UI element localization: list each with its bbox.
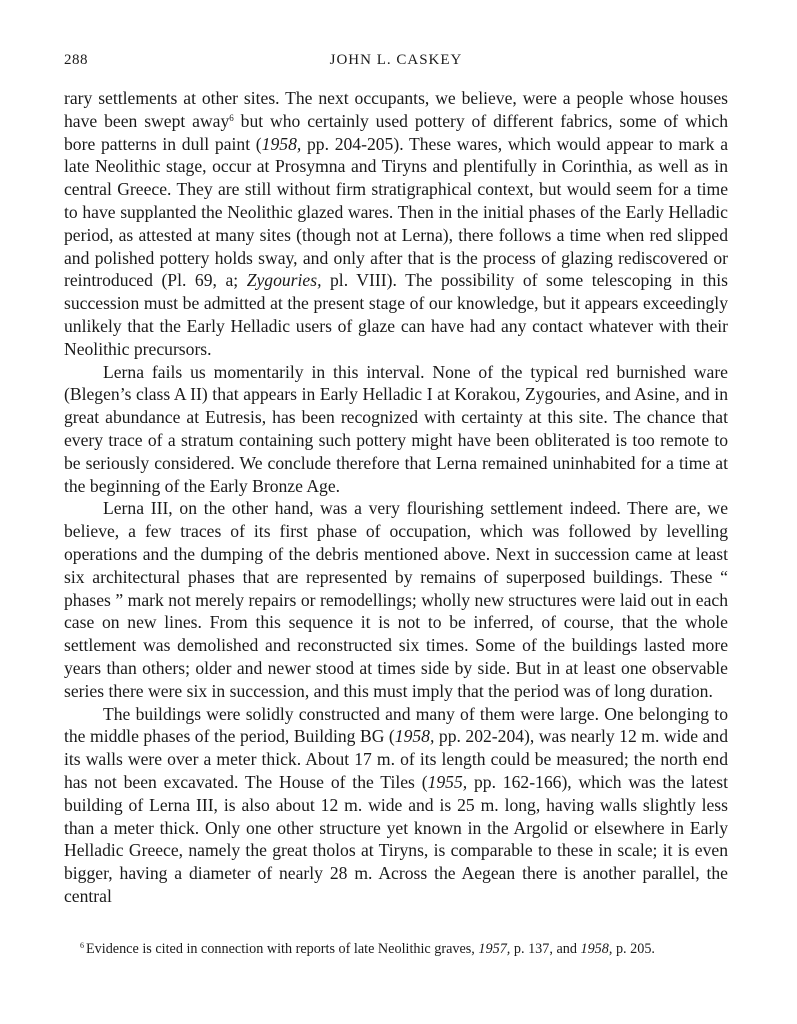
footnote: $^6$ Evidence is cited in connection with reports of late Neolithic graves, 1957, p. 137, and 1958, p. 205.: [80, 941, 655, 957]
paragraph-2: Lerna fails us momentarily in this interval. None of the typical red burnished ware (Blegen’s class A II) that appears in Early Helladic I at Korakou, Zygouries, and Asine, and in great abundance at Eutresis, has been recognized with certainty at this site. The chance that every trace of a stratum containing such pottery might have been obliterated is too remote to be seriously considered. We conclude therefore that Lerna remained uninhabited for a time at the beginning of the Early Bronze Age.: [64, 361, 728, 496]
page-number: 288: [64, 52, 88, 68]
paragraph-1: rary settlements at other sites. The next occupants, we believe, were a people whose houses have been swept away$^6$ but who certainly used pottery of different fabrics, some of which bore patterns in dull paint (1958, pp. 204-205). These wares, which would appear to mark a late Neolithic stage, occur at Prosymna and Tiryns and plentifully in Corinthia, as well as in central Greece. They are still without firm stratigraphical context, but would seem for a time to have supplanted the Neolithic glazed wares. Then in the initial phases of the Early Helladic period, as attested at many sites (though not at Lerna), there follows a time when red slipped and polished pottery holds sway, and only after that is the process of glazing rediscovered or reintroduced (Pl. 69, a; Zygouries, pl. VIII). The possibility of some telescoping in this succession must be admitted at the present stage of our knowledge, but it appears exceedingly unlikely that the Early Helladic users of glaze can have had any contact whatever with their Neolithic precursors.: [64, 88, 729, 359]
running-head: [64, 52, 728, 76]
page: [64, 52, 728, 908]
footnote-number: 6: [80, 941, 84, 950]
running-title: JOHN L. CASKEY: [329, 52, 463, 68]
body-text: [64, 87, 728, 908]
paragraph-4: The buildings were solidly constructed and many of them were large. One belonging to the middle phases of the period, Building BG (1958, pp. 202-204), was nearly 12 m. wide and its walls were over a meter thick. About 17 m. of its length could be measured; the north end has not been excavated. The House of the Tiles (1955, pp. 162-166), which was the latest building of Lerna III, is also about 12 m. wide and is 25 m. long, having walls slightly less than a meter thick. Only one other structure yet known in the Argolid or elsewhere in Early Helladic Greece, namely the great tholos at Tiryns, is comparable to these in scale; it is even bigger, having a diameter of nearly 28 m. Across the Aegean there is another parallel, the central: [64, 703, 728, 906]
paragraph-3: Lerna III, on the other hand, was a very flourishing settlement indeed. There are, we believe, a few traces of its first phase of occupation, which was followed by levelling operations and the dumping of the debris mentioned above. Next in succession came at least six architectural phases that are represented by remains of superposed buildings. These “ phases ” mark not merely repairs or remodellings; wholly new structures were laid out in each case on new lines. From this sequence it is not to be inferred, of course, that the whole settlement was demolished and reconstructed six times. Some of the buildings lasted more years than others; older and newer stood at times side by side. But in at least one observable series there were six in succession, and this must imply that the period was of long duration.: [64, 498, 728, 701]
footnote-marker: 6: [229, 112, 234, 123]
